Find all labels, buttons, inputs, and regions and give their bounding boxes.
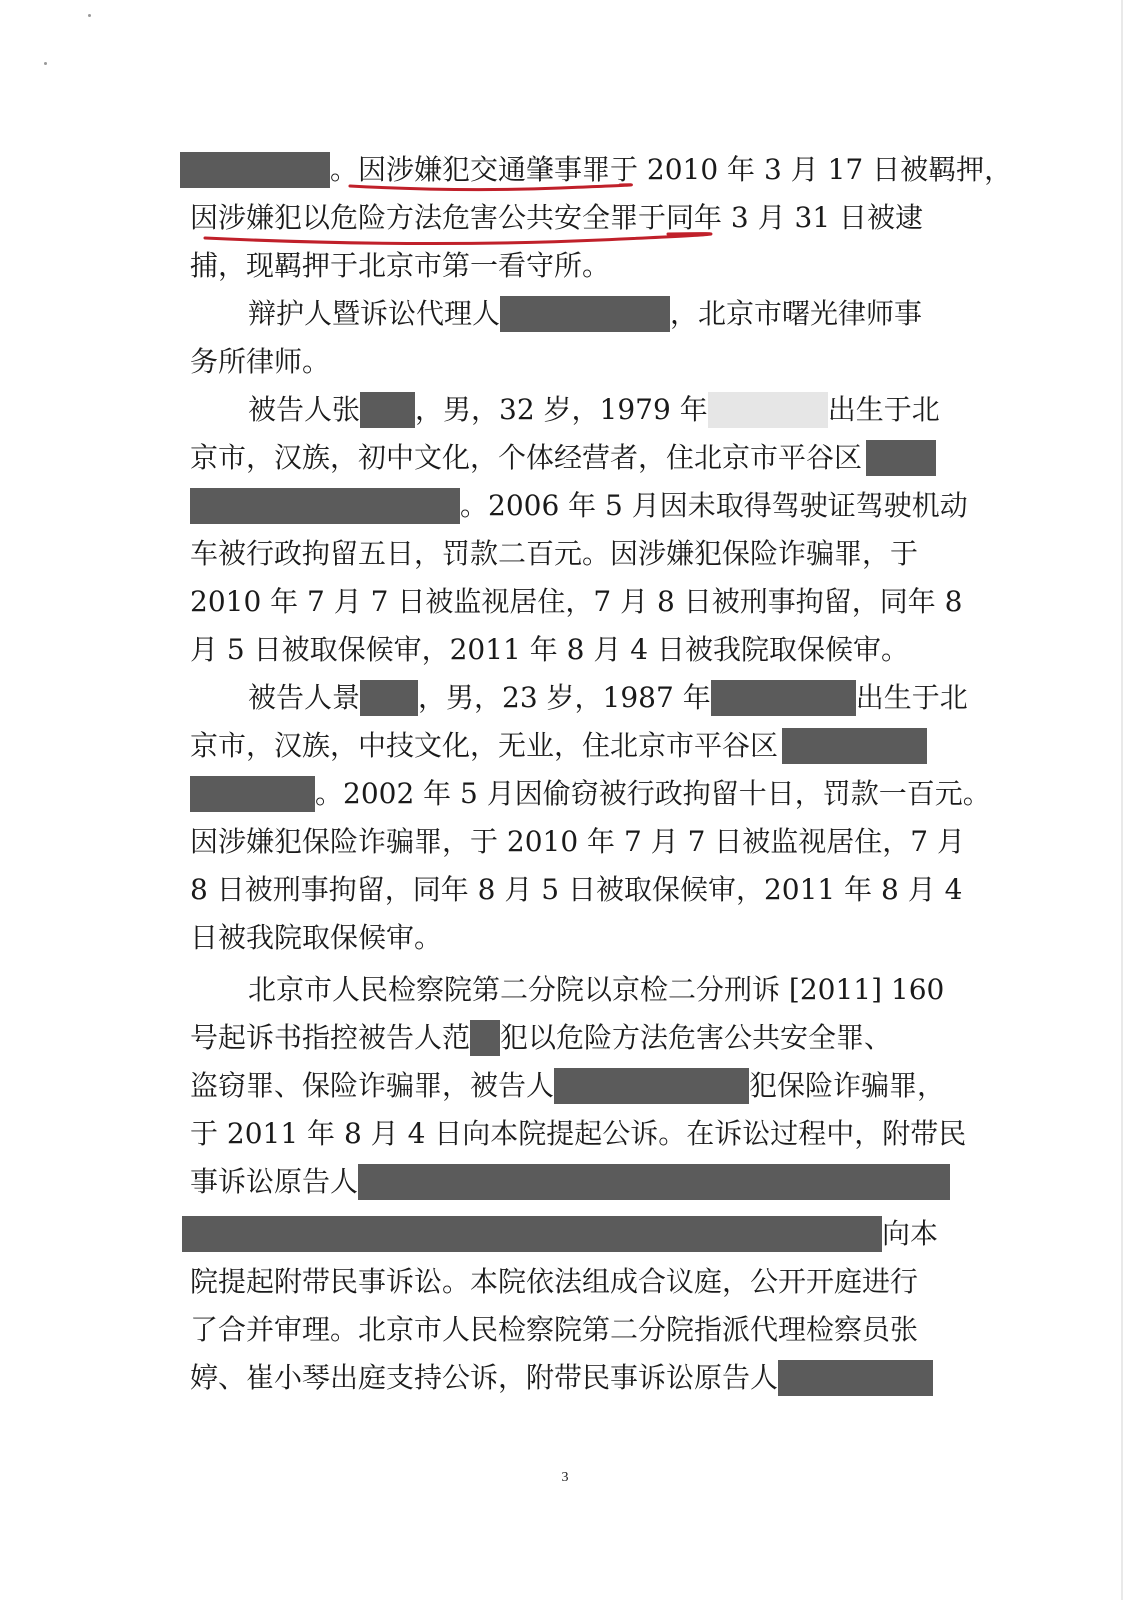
line-text: 辩护人暨诉讼代理人: [248, 297, 501, 330]
text-line: [190, 342, 965, 382]
line-text: 于 2011 年 8 月 4 日向本院提起公诉。在诉讼过程中，附带民: [190, 1117, 967, 1150]
redaction-block: [470, 1020, 500, 1056]
line-text: 婷、崔小琴出庭支持公诉，附带民事诉讼原告人: [190, 1361, 779, 1394]
line-text: 8 日被刑事拘留，同年 8 月 5 日被取保候审，2011 年 8 月 4: [190, 873, 963, 906]
line-text: 了合并审理。北京市人民检察院第二分院指派代理检察员张: [190, 1313, 919, 1346]
redaction-block: [360, 392, 415, 428]
text-line: [190, 1162, 965, 1202]
line-text: 因涉嫌犯保险诈骗罪，于 2010 年 7 月 7 日被监视居住，7 月: [190, 825, 966, 858]
text-line: [190, 870, 965, 910]
line-text: 盗窃罪、保险诈骗罪，被告人: [190, 1069, 555, 1102]
line-text: ，男，23 岁，1987 年: [418, 681, 711, 714]
line-text: 京市，汉族，中技文化，无业，住北京市平谷区: [190, 729, 779, 762]
line-text: ，北京市曙光律师事: [670, 297, 923, 330]
redaction-block: [554, 1068, 749, 1104]
line-text: 捕，现羁押于北京市第一看守所。: [190, 249, 611, 282]
text-line: [190, 582, 965, 622]
text-line: [190, 1066, 965, 1106]
redaction-block: [190, 488, 460, 524]
line-text: 京市，汉族，初中文化，个体经营者，住北京市平谷区: [190, 441, 863, 474]
line-text: 犯保险诈骗罪，: [749, 1069, 946, 1102]
page-number: 3: [561, 1470, 569, 1485]
line-text: 月 5 日被取保候审，2011 年 8 月 4 日被我院取保候审。: [190, 633, 910, 666]
redaction-block: [778, 1360, 933, 1396]
text-line: [190, 1262, 965, 1302]
line-text: 被告人景: [248, 681, 361, 714]
line-text: 被告人张: [248, 393, 361, 426]
redaction-block: [782, 728, 927, 764]
text-line: [190, 534, 965, 574]
line-text: 务所律师。: [190, 345, 331, 378]
line-text: ，男，32 岁，1979 年: [415, 393, 708, 426]
redaction-block: [182, 1216, 882, 1252]
line-text: 出生于北: [855, 681, 968, 714]
line-text: 因涉嫌犯以危险方法危害公共安全罪于同年 3 月 31 日被逮: [190, 201, 924, 234]
line-text: 号起诉书指控被告人范: [190, 1021, 471, 1054]
text-line: [190, 486, 968, 526]
redaction-block: [711, 680, 856, 716]
text-line: [190, 1114, 965, 1154]
text-line: [248, 678, 968, 718]
line-text: 。因涉嫌犯交通肇事罪于 2010 年 3 月 17 日被羁押，: [330, 153, 1013, 186]
scan-edge: [1121, 0, 1123, 1600]
text-line: [190, 1018, 965, 1058]
redaction-block: [358, 1164, 950, 1200]
text-line: [190, 822, 965, 862]
text-line: [248, 390, 965, 430]
line-text: 2010 年 7 月 7 日被监视居住，7 月 8 日被刑事拘留，同年 8: [190, 585, 963, 618]
line-text: 。2002 年 5 月因偷窃被行政拘留十日，罚款一百元。: [315, 777, 991, 810]
scan-speck: [44, 62, 47, 65]
text-line: [190, 246, 965, 286]
line-text: 北京市人民检察院第二分院以京检二分刑诉 [2011] 160: [248, 973, 945, 1006]
line-text: 犯以危险方法危害公共安全罪、: [500, 1021, 893, 1054]
text-line: [190, 438, 965, 478]
text-line: [190, 726, 965, 766]
text-line: [190, 1310, 965, 1350]
redaction-block: [190, 776, 315, 812]
text-line: [180, 150, 1013, 190]
text-line: [190, 1358, 965, 1398]
redaction-block: [500, 296, 670, 332]
redaction-block: [360, 680, 418, 716]
scan-speck: [88, 14, 91, 17]
text-line: [248, 970, 965, 1010]
redaction-block: [866, 440, 936, 476]
redaction-block: [180, 152, 330, 188]
faded-redaction: [708, 392, 828, 428]
text-line: [190, 630, 965, 670]
text-line: [190, 918, 965, 958]
line-text: 向本: [882, 1217, 939, 1250]
line-text: 事诉讼原告人: [190, 1165, 359, 1198]
text-line: [190, 198, 965, 238]
text-line: [248, 294, 965, 334]
line-text: 日被我院取保候审。: [190, 921, 443, 954]
line-text: 院提起附带民事诉讼。本院依法组成合议庭，公开开庭进行: [190, 1265, 919, 1298]
line-text: 。2006 年 5 月因未取得驾驶证驾驶机动: [460, 489, 968, 522]
line-text: 车被行政拘留五日，罚款二百元。因涉嫌犯保险诈骗罪，于: [190, 537, 919, 570]
text-line: [182, 1214, 965, 1254]
line-text: 出生于北: [827, 393, 940, 426]
text-line: [190, 774, 991, 814]
